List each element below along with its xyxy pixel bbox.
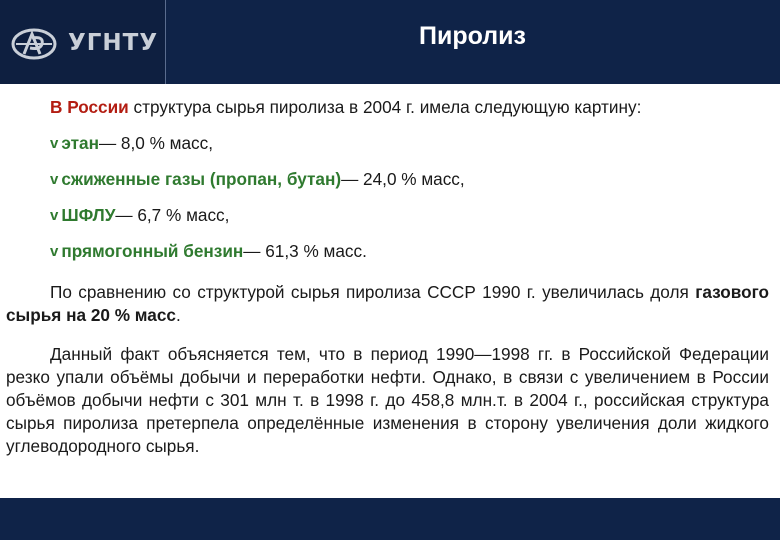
page-title: Пиролиз: [419, 22, 526, 50]
list-item-value: — 6,7 % масс,: [115, 205, 230, 225]
list-item-label: ШФЛУ: [61, 205, 116, 225]
list-item: [50, 132, 769, 155]
header-bar: [0, 0, 780, 84]
paragraph-end: .: [175, 305, 181, 325]
slide-content: [6, 92, 769, 458]
paragraph-bold: газового сырья на 20 % масс: [6, 282, 769, 325]
logo: [0, 0, 166, 84]
intro-highlight: В России: [50, 97, 129, 117]
intro-line: [50, 96, 769, 119]
paragraph-text: По сравнению со структурой сырья пиролиза СССР 1990 г. увеличилась доля: [50, 282, 696, 302]
list-item-label: сжиженные газы (пропан, бутан): [61, 169, 342, 189]
list-item-value: — 61,3 % масс.: [243, 241, 367, 261]
list-item-label: прямогонный бензин: [61, 241, 244, 261]
footer-bar: [0, 498, 780, 540]
list-item-value: — 8,0 % масс,: [98, 133, 213, 153]
list-item: [50, 168, 769, 191]
list-item-label: этан: [61, 133, 99, 153]
intro-text: структура сырья пиролиза в 2004 г. имела следующую картину:: [128, 97, 642, 117]
list-item-value: — 24,0 % масс,: [341, 169, 465, 189]
logo-text: УГНТУ: [68, 30, 159, 56]
paragraph-comparison: [6, 281, 769, 327]
check-bullet-icon: v: [50, 243, 59, 260]
paragraph-explanation: Данный факт объясняется тем, что в период 1990—1998 гг. в Российской Федерации резко упали объёмы добычи и переработки нефти. Однако, в связи с увеличением в России объёмов добычи нефти с 301 млн т. в 1998 г. до 458,8 млн.т. в 2004 г., российская структура сырья пиролиза претерпела определённые изменения в сторону увеличения доли жидкого углеводородного сырья.: [6, 344, 769, 456]
check-bullet-icon: v: [50, 207, 59, 224]
list-item: [50, 204, 769, 227]
check-bullet-icon: v: [50, 171, 59, 188]
university-emblem-icon: [10, 28, 58, 60]
list-item: [50, 240, 769, 263]
check-bullet-icon: v: [50, 135, 59, 152]
